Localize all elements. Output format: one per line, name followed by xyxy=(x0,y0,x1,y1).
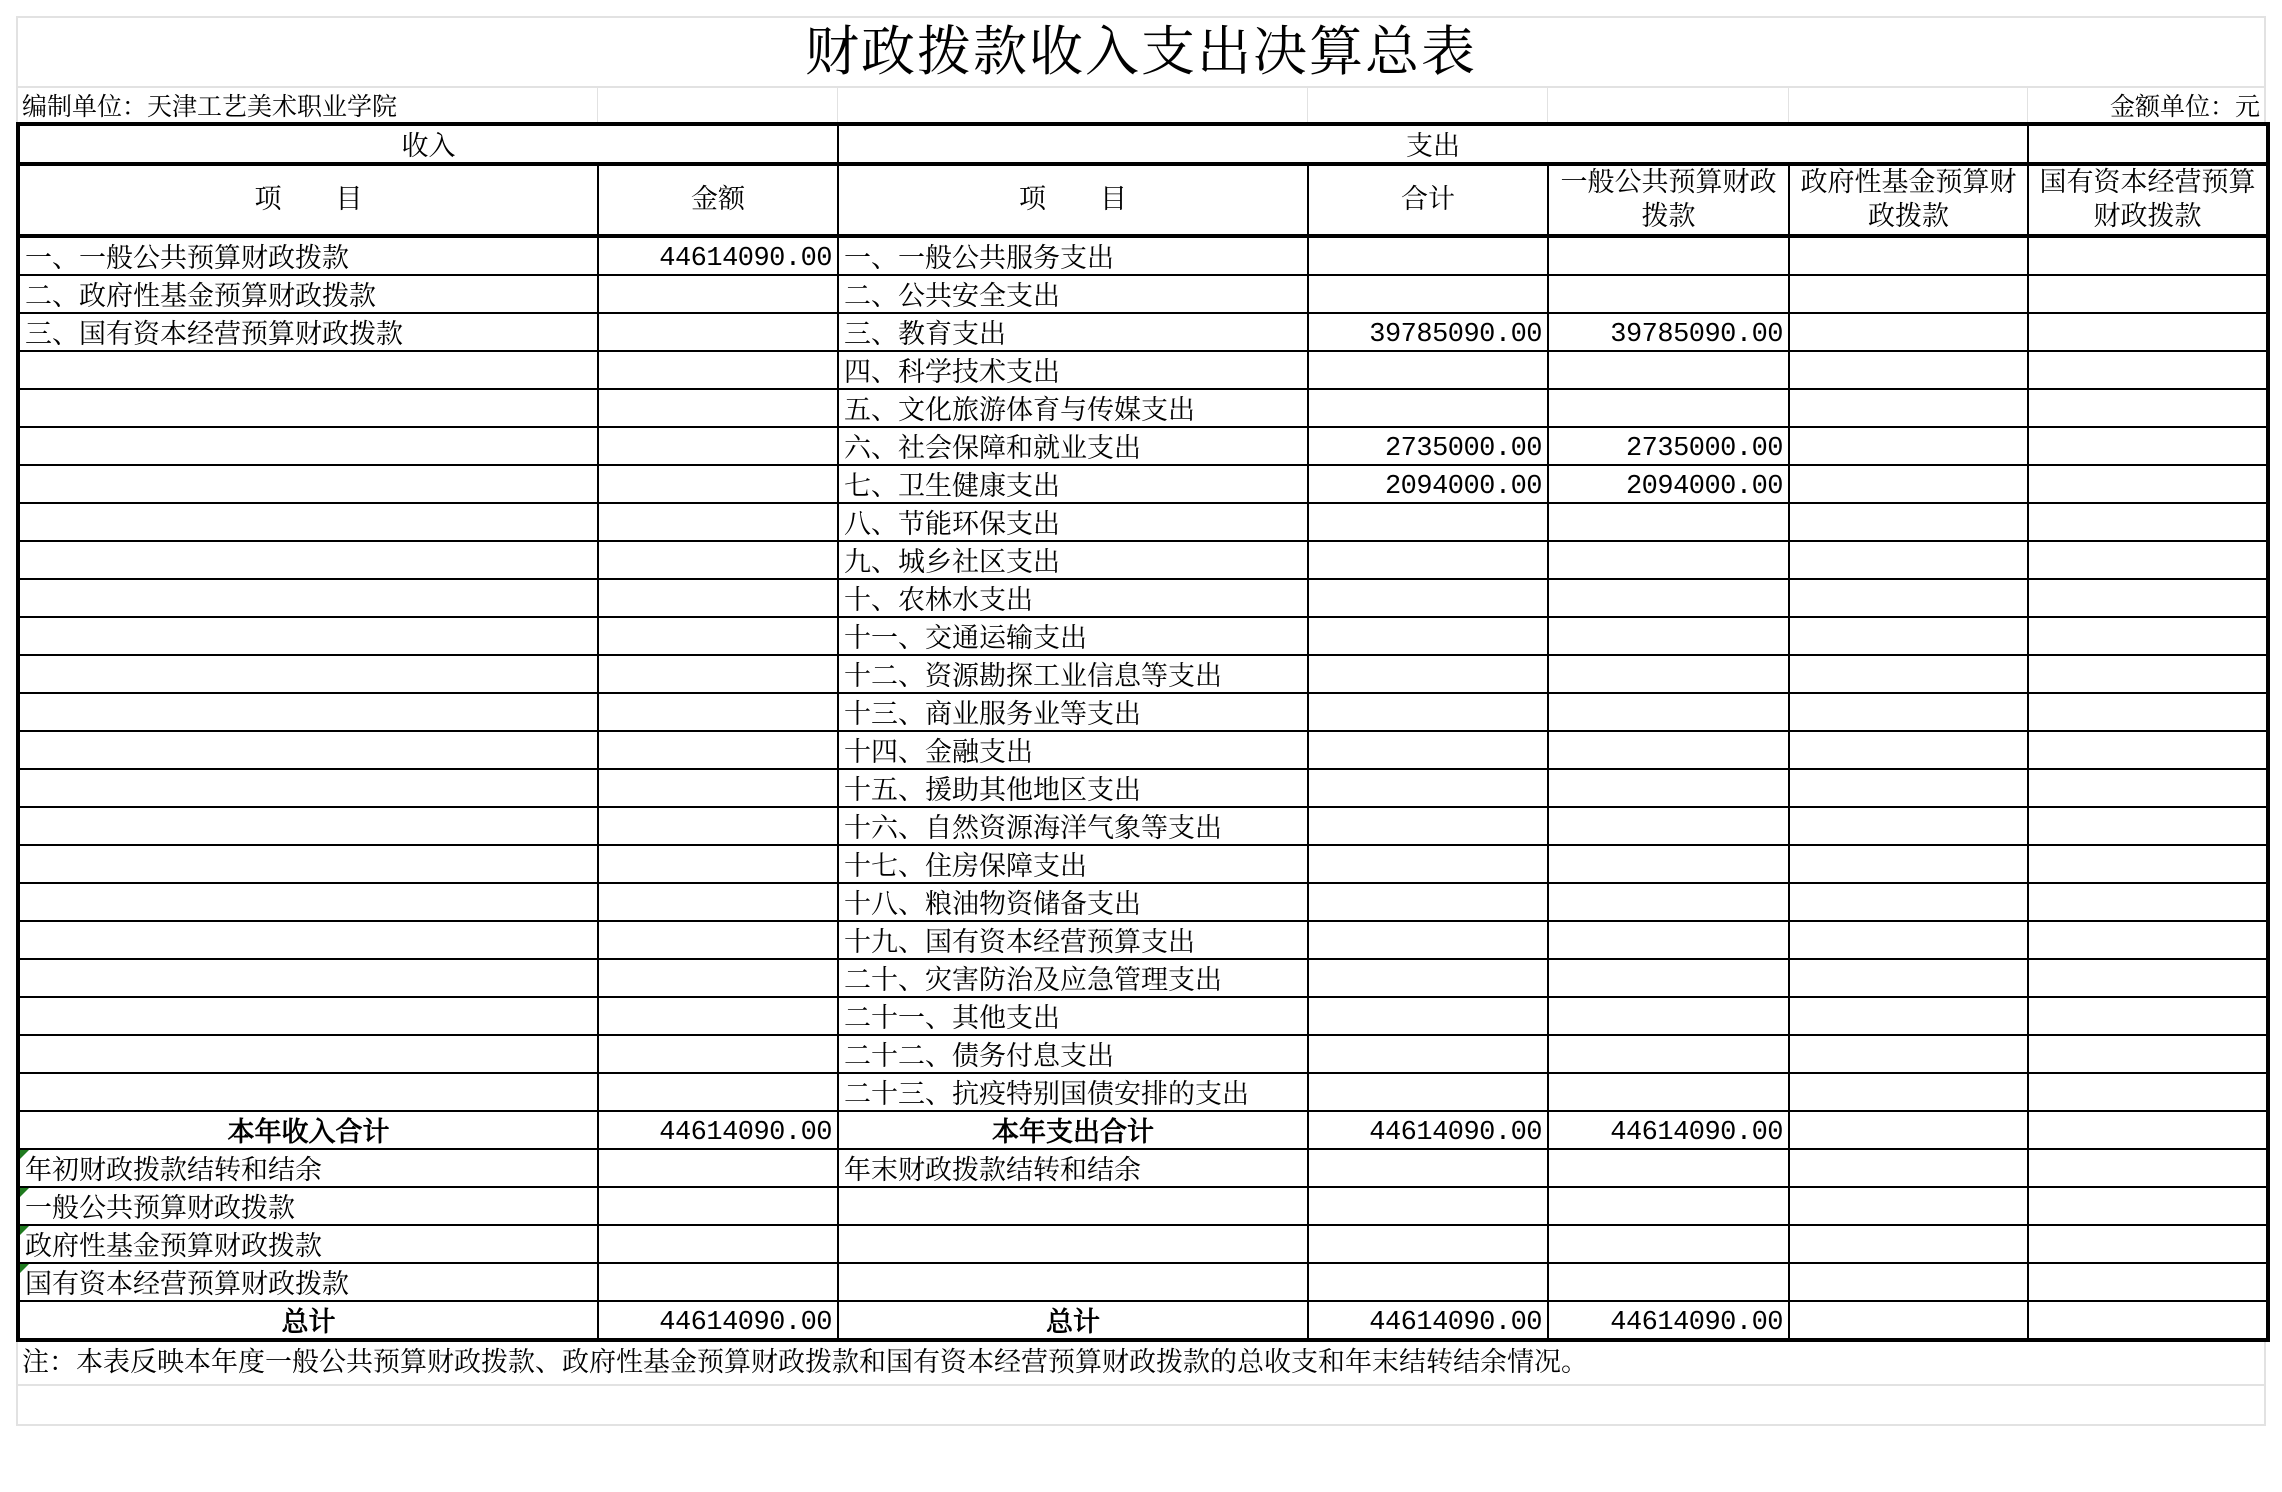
gov-fund-cell[interactable] xyxy=(1789,465,2028,503)
expense-total-cell[interactable] xyxy=(1308,503,1548,541)
income-amount-cell[interactable] xyxy=(598,807,838,845)
gov-fund-cell[interactable] xyxy=(1789,389,2028,427)
grand-total-expense-label[interactable]: 总计 xyxy=(838,1301,1308,1340)
income-item-cell[interactable] xyxy=(18,579,598,617)
income-amount-cell[interactable] xyxy=(598,883,838,921)
gov-fund-cell[interactable] xyxy=(1789,655,2028,693)
gov-fund-cell[interactable] xyxy=(1789,731,2028,769)
table-row xyxy=(18,693,2268,731)
gridline xyxy=(837,88,838,122)
general-budget-cell[interactable] xyxy=(1548,769,1789,807)
carryover-sub-row xyxy=(18,1187,2268,1225)
income-amount-cell[interactable] xyxy=(598,1035,838,1073)
general-budget-cell[interactable] xyxy=(1548,541,1789,579)
expense-item-cell[interactable]: 十、农林水支出 xyxy=(838,579,1308,617)
expense-total-cell[interactable]: 2094000.00 xyxy=(1308,465,1548,503)
general-budget-cell[interactable] xyxy=(1548,236,1789,275)
expense-item-cell[interactable]: 十五、援助其他地区支出 xyxy=(838,769,1308,807)
carryover-sub-label-text: 一般公共预算财政拨款 xyxy=(25,1193,295,1224)
expense-item-cell[interactable]: 五、文化旅游体育与传媒支出 xyxy=(838,389,1308,427)
gov-fund-cell[interactable] xyxy=(1789,427,2028,465)
end-carryover-total[interactable] xyxy=(1308,1149,1548,1187)
gov-fund-cell[interactable] xyxy=(1789,617,2028,655)
table-row xyxy=(18,807,2268,845)
state-capital-cell[interactable] xyxy=(2028,731,2268,769)
income-amount-cell[interactable] xyxy=(598,693,838,731)
expense-item-cell[interactable]: 十七、住房保障支出 xyxy=(838,845,1308,883)
state-capital-cell[interactable] xyxy=(2028,579,2268,617)
state-capital-cell[interactable] xyxy=(2028,807,2268,845)
state-capital-cell[interactable] xyxy=(2028,921,2268,959)
currency-unit-label: 金额单位：元 xyxy=(2109,92,2260,121)
income-item-cell[interactable] xyxy=(18,693,598,731)
expense-total-cell[interactable] xyxy=(1308,731,1548,769)
carryover-sub-row xyxy=(18,1263,2268,1301)
gov-fund-cell[interactable] xyxy=(1789,883,2028,921)
income-item-cell[interactable] xyxy=(18,845,598,883)
expense-group-header[interactable]: 支出 xyxy=(838,124,2028,164)
begin-carryover-label[interactable] xyxy=(18,1149,598,1187)
table-row xyxy=(18,845,2268,883)
col-general-budget[interactable]: 一般公共预算财政拨款 xyxy=(1548,164,1789,236)
grand-total-income-label[interactable]: 总计 xyxy=(18,1301,598,1340)
income-amount-cell[interactable] xyxy=(598,959,838,997)
grand-total-capital[interactable] xyxy=(2028,1301,2268,1340)
general-budget-cell[interactable]: 2735000.00 xyxy=(1548,427,1789,465)
expense-total-cell[interactable] xyxy=(1308,807,1548,845)
gov-fund-cell[interactable] xyxy=(1789,845,2028,883)
error-indicator-icon xyxy=(20,1264,29,1273)
expense-item-cell[interactable]: 十六、自然资源海洋气象等支出 xyxy=(838,807,1308,845)
general-budget-cell[interactable] xyxy=(1548,1035,1789,1073)
table-row xyxy=(18,731,2268,769)
empty-cell[interactable] xyxy=(1789,1263,2028,1301)
carryover-sub-label[interactable] xyxy=(18,1225,598,1263)
expense-item-cell[interactable]: 十八、粮油物资储备支出 xyxy=(838,883,1308,921)
table-row xyxy=(18,579,2268,617)
empty-cell[interactable] xyxy=(838,1225,1308,1263)
income-item-cell[interactable] xyxy=(18,503,598,541)
expense-total-amount[interactable]: 44614090.00 xyxy=(1308,1111,1548,1149)
end-carryover-fund[interactable] xyxy=(1789,1149,2028,1187)
col-income-amount[interactable]: 金额 xyxy=(598,164,838,236)
general-budget-cell[interactable] xyxy=(1548,617,1789,655)
general-budget-cell[interactable] xyxy=(1548,351,1789,389)
expense-total-cell[interactable] xyxy=(1308,655,1548,693)
gov-fund-cell[interactable] xyxy=(1789,579,2028,617)
income-item-cell[interactable] xyxy=(18,1035,598,1073)
expense-total-cell[interactable] xyxy=(1308,541,1548,579)
income-item-cell[interactable] xyxy=(18,1073,598,1111)
expense-item-cell[interactable]: 二十、灾害防治及应急管理支出 xyxy=(838,959,1308,997)
carryover-sub-label[interactable] xyxy=(18,1187,598,1225)
carryover-row xyxy=(18,1149,2268,1187)
carryover-sub-amount[interactable] xyxy=(598,1263,838,1301)
gridline xyxy=(2027,88,2028,122)
budget-table xyxy=(16,122,2270,1342)
general-budget-cell[interactable] xyxy=(1548,1073,1789,1111)
col-expense-total[interactable]: 合计 xyxy=(1308,164,1548,236)
grand-total-income-amount[interactable]: 44614090.00 xyxy=(598,1301,838,1340)
state-capital-cell[interactable] xyxy=(2028,693,2268,731)
income-total-amount[interactable]: 44614090.00 xyxy=(598,1111,838,1149)
income-item-cell[interactable] xyxy=(18,731,598,769)
expense-total-cell[interactable] xyxy=(1308,883,1548,921)
gov-fund-cell[interactable] xyxy=(1789,236,2028,275)
end-carryover-general[interactable] xyxy=(1548,1149,1789,1187)
empty-cell[interactable] xyxy=(1789,1225,2028,1263)
general-budget-cell[interactable] xyxy=(1548,883,1789,921)
gov-fund-cell[interactable] xyxy=(1789,693,2028,731)
compiler-label: 编制单位：天津工艺美术职业学院 xyxy=(22,92,398,121)
general-budget-cell[interactable] xyxy=(1548,275,1789,313)
expense-total-cell[interactable] xyxy=(1308,389,1548,427)
state-capital-cell[interactable] xyxy=(2028,351,2268,389)
gov-fund-cell[interactable] xyxy=(1789,1073,2028,1111)
general-budget-total[interactable]: 44614090.00 xyxy=(1548,1111,1789,1149)
empty-header-cell[interactable] xyxy=(2028,124,2268,164)
gov-fund-cell[interactable] xyxy=(1789,313,2028,351)
gridline xyxy=(1307,88,1308,122)
state-capital-cell[interactable] xyxy=(2028,236,2268,275)
general-budget-cell[interactable] xyxy=(1548,731,1789,769)
income-amount-cell[interactable] xyxy=(598,313,838,351)
expense-total-cell[interactable] xyxy=(1308,1035,1548,1073)
state-capital-cell[interactable] xyxy=(2028,845,2268,883)
income-amount-cell[interactable] xyxy=(598,465,838,503)
table-row xyxy=(18,313,2268,351)
income-item-cell[interactable] xyxy=(18,389,598,427)
empty-cell[interactable] xyxy=(1789,1187,2028,1225)
table-row xyxy=(18,769,2268,807)
income-item-cell[interactable] xyxy=(18,959,598,997)
table-row xyxy=(18,1073,2268,1111)
expense-item-cell[interactable]: 二十二、债务付息支出 xyxy=(838,1035,1308,1073)
state-capital-cell[interactable] xyxy=(2028,275,2268,313)
gridline xyxy=(597,88,598,122)
state-capital-cell[interactable] xyxy=(2028,465,2268,503)
carryover-sub-amount[interactable] xyxy=(598,1225,838,1263)
income-amount-cell[interactable] xyxy=(598,655,838,693)
table-row xyxy=(18,997,2268,1035)
income-amount-cell[interactable] xyxy=(598,769,838,807)
general-budget-cell[interactable] xyxy=(1548,579,1789,617)
table-row xyxy=(18,389,2268,427)
expense-item-cell[interactable]: 七、卫生健康支出 xyxy=(838,465,1308,503)
income-item-cell[interactable] xyxy=(18,921,598,959)
expense-item-cell[interactable]: 十九、国有资本经营预算支出 xyxy=(838,921,1308,959)
expense-total-cell[interactable] xyxy=(1308,997,1548,1035)
state-capital-cell[interactable] xyxy=(2028,503,2268,541)
income-amount-cell[interactable] xyxy=(598,427,838,465)
empty-cell[interactable] xyxy=(2028,1187,2268,1225)
empty-cell[interactable] xyxy=(1308,1187,1548,1225)
expense-total-cell[interactable] xyxy=(1308,845,1548,883)
income-item-cell[interactable] xyxy=(18,883,598,921)
income-item-cell[interactable] xyxy=(18,807,598,845)
expense-item-cell[interactable]: 十三、商业服务业等支出 xyxy=(838,693,1308,731)
income-amount-cell[interactable] xyxy=(598,731,838,769)
error-indicator-icon xyxy=(20,1150,29,1159)
income-amount-cell[interactable] xyxy=(598,845,838,883)
expense-total-cell[interactable] xyxy=(1308,275,1548,313)
expense-item-cell[interactable]: 一、一般公共服务支出 xyxy=(838,236,1308,275)
expense-item-cell[interactable]: 六、社会保障和就业支出 xyxy=(838,427,1308,465)
table-row xyxy=(18,959,2268,997)
expense-total-cell[interactable]: 2735000.00 xyxy=(1308,427,1548,465)
expense-item-cell[interactable]: 八、节能环保支出 xyxy=(838,503,1308,541)
expense-item-cell[interactable]: 三、教育支出 xyxy=(838,313,1308,351)
general-budget-cell[interactable] xyxy=(1548,389,1789,427)
expense-item-cell[interactable]: 二十一、其他支出 xyxy=(838,997,1308,1035)
income-item-cell[interactable] xyxy=(18,617,598,655)
income-item-cell[interactable] xyxy=(18,427,598,465)
income-item-cell[interactable] xyxy=(18,465,598,503)
gov-fund-cell[interactable] xyxy=(1789,1035,2028,1073)
gridline xyxy=(1547,88,1548,122)
income-item-cell[interactable]: 一、一般公共预算财政拨款 xyxy=(18,236,598,275)
state-capital-cell[interactable] xyxy=(2028,1035,2268,1073)
carryover-sub-label-text: 国有资本经营预算财政拨款 xyxy=(25,1269,349,1300)
col-state-capital[interactable]: 国有资本经营预算财政拨款 xyxy=(2028,164,2268,236)
income-item-cell[interactable]: 二、政府性基金预算财政拨款 xyxy=(18,275,598,313)
expense-total-label[interactable]: 本年支出合计 xyxy=(838,1111,1308,1149)
expense-total-cell[interactable]: 39785090.00 xyxy=(1308,313,1548,351)
end-carryover-label[interactable]: 年末财政拨款结转和结余 xyxy=(838,1149,1308,1187)
general-budget-cell[interactable]: 2094000.00 xyxy=(1548,465,1789,503)
expense-total-cell[interactable] xyxy=(1308,236,1548,275)
spreadsheet xyxy=(16,16,2266,1426)
income-group-header[interactable]: 收入 xyxy=(18,124,838,164)
col-gov-fund[interactable]: 政府性基金预算财政拨款 xyxy=(1789,164,2028,236)
general-budget-cell[interactable] xyxy=(1548,959,1789,997)
table-row xyxy=(18,427,2268,465)
expense-item-cell[interactable]: 十四、金融支出 xyxy=(838,731,1308,769)
income-amount-cell[interactable] xyxy=(598,351,838,389)
table-row xyxy=(18,275,2268,313)
title-cell[interactable] xyxy=(16,16,2266,88)
column-header-row xyxy=(18,164,2268,236)
carryover-sub-label-text: 政府性基金预算财政拨款 xyxy=(25,1231,322,1262)
empty-cell[interactable] xyxy=(838,1263,1308,1301)
expense-item-cell[interactable]: 四、科学技术支出 xyxy=(838,351,1308,389)
income-amount-cell[interactable] xyxy=(598,389,838,427)
income-total-label[interactable]: 本年收入合计 xyxy=(18,1111,598,1149)
gov-fund-cell[interactable] xyxy=(1789,769,2028,807)
empty-cell[interactable] xyxy=(1548,1263,1789,1301)
expense-total-cell[interactable] xyxy=(1308,617,1548,655)
empty-cell[interactable] xyxy=(838,1187,1308,1225)
begin-carryover-amount[interactable] xyxy=(598,1149,838,1187)
empty-cell[interactable] xyxy=(1308,1263,1548,1301)
gridline xyxy=(1788,88,1789,122)
state-capital-cell[interactable] xyxy=(2028,389,2268,427)
expense-item-cell[interactable]: 二、公共安全支出 xyxy=(838,275,1308,313)
general-budget-cell[interactable] xyxy=(1548,693,1789,731)
error-indicator-icon xyxy=(20,1226,29,1235)
col-income-item[interactable]: 项 目 xyxy=(18,164,598,236)
table-row xyxy=(18,921,2268,959)
col-expense-item[interactable]: 项 目 xyxy=(838,164,1308,236)
general-budget-cell[interactable] xyxy=(1548,921,1789,959)
general-budget-cell[interactable]: 39785090.00 xyxy=(1548,313,1789,351)
grand-total-general[interactable]: 44614090.00 xyxy=(1548,1301,1789,1340)
income-amount-cell[interactable] xyxy=(598,541,838,579)
state-capital-cell[interactable] xyxy=(2028,997,2268,1035)
state-capital-total[interactable] xyxy=(2028,1111,2268,1149)
state-capital-cell[interactable] xyxy=(2028,655,2268,693)
table-row xyxy=(18,236,2268,275)
expense-item-cell[interactable]: 二十三、抗疫特别国债安排的支出 xyxy=(838,1073,1308,1111)
table-row xyxy=(18,503,2268,541)
unit-row xyxy=(16,88,2266,122)
footnote[interactable]: 注：本表反映本年度一般公共预算财政拨款、政府性基金预算财政拨款和国有资本经营预算财政拨款的总收支和年末结转结余情况。 xyxy=(16,1342,2266,1386)
expense-total-cell[interactable] xyxy=(1308,579,1548,617)
table-row xyxy=(18,541,2268,579)
expense-total-cell[interactable] xyxy=(1308,351,1548,389)
general-budget-cell[interactable] xyxy=(1548,503,1789,541)
gov-fund-cell[interactable] xyxy=(1789,503,2028,541)
carryover-sub-label[interactable] xyxy=(18,1263,598,1301)
expense-total-cell[interactable] xyxy=(1308,1073,1548,1111)
begin-carryover-label-text: 年初财政拨款结转和结余 xyxy=(25,1155,322,1186)
state-capital-cell[interactable] xyxy=(2028,617,2268,655)
income-amount-cell[interactable] xyxy=(598,275,838,313)
empty-cell[interactable] xyxy=(1308,1225,1548,1263)
table-row xyxy=(18,883,2268,921)
income-amount-cell[interactable] xyxy=(598,997,838,1035)
group-header-row xyxy=(18,124,2268,164)
state-capital-cell[interactable] xyxy=(2028,883,2268,921)
empty-cell[interactable] xyxy=(2028,1225,2268,1263)
state-capital-cell[interactable] xyxy=(2028,541,2268,579)
table-row xyxy=(18,655,2268,693)
blank-row[interactable] xyxy=(16,1386,2266,1426)
empty-cell[interactable] xyxy=(1548,1187,1789,1225)
grand-total-expense-amount[interactable]: 44614090.00 xyxy=(1308,1301,1548,1340)
income-amount-cell[interactable] xyxy=(598,1073,838,1111)
expense-total-cell[interactable] xyxy=(1308,959,1548,997)
expense-total-cell[interactable] xyxy=(1308,693,1548,731)
general-budget-cell[interactable] xyxy=(1548,655,1789,693)
income-item-cell[interactable] xyxy=(18,997,598,1035)
state-capital-cell[interactable] xyxy=(2028,313,2268,351)
income-amount-cell[interactable] xyxy=(598,617,838,655)
gov-fund-cell[interactable] xyxy=(1789,997,2028,1035)
gov-fund-cell[interactable] xyxy=(1789,807,2028,845)
table-row xyxy=(18,617,2268,655)
empty-cell[interactable] xyxy=(1548,1225,1789,1263)
income-amount-cell[interactable] xyxy=(598,921,838,959)
income-item-cell[interactable] xyxy=(18,541,598,579)
general-budget-cell[interactable] xyxy=(1548,845,1789,883)
income-amount-cell[interactable]: 44614090.00 xyxy=(598,236,838,275)
state-capital-cell[interactable] xyxy=(2028,1073,2268,1111)
income-amount-cell[interactable] xyxy=(598,579,838,617)
end-carryover-capital[interactable] xyxy=(2028,1149,2268,1187)
gov-fund-cell[interactable] xyxy=(1789,921,2028,959)
state-capital-cell[interactable] xyxy=(2028,427,2268,465)
page-title: 财政拨款收入支出决算总表 xyxy=(805,20,1477,83)
gov-fund-total[interactable] xyxy=(1789,1111,2028,1149)
expense-total-cell[interactable] xyxy=(1308,921,1548,959)
general-budget-cell[interactable] xyxy=(1548,807,1789,845)
carryover-sub-row xyxy=(18,1225,2268,1263)
income-item-cell[interactable] xyxy=(18,769,598,807)
table-row xyxy=(18,465,2268,503)
grand-total-row xyxy=(18,1301,2268,1340)
expense-total-cell[interactable] xyxy=(1308,769,1548,807)
empty-cell[interactable] xyxy=(2028,1263,2268,1301)
error-indicator-icon xyxy=(20,1188,29,1197)
state-capital-cell[interactable] xyxy=(2028,959,2268,997)
income-item-cell[interactable] xyxy=(18,655,598,693)
general-budget-cell[interactable] xyxy=(1548,997,1789,1035)
table-row xyxy=(18,1035,2268,1073)
expense-item-cell[interactable]: 九、城乡社区支出 xyxy=(838,541,1308,579)
gov-fund-cell[interactable] xyxy=(1789,541,2028,579)
year-total-row xyxy=(18,1111,2268,1149)
income-item-cell[interactable]: 三、国有资本经营预算财政拨款 xyxy=(18,313,598,351)
gov-fund-cell[interactable] xyxy=(1789,275,2028,313)
table-row xyxy=(18,351,2268,389)
expense-item-cell[interactable]: 十一、交通运输支出 xyxy=(838,617,1308,655)
gov-fund-cell[interactable] xyxy=(1789,959,2028,997)
expense-item-cell[interactable]: 十二、资源勘探工业信息等支出 xyxy=(838,655,1308,693)
carryover-sub-amount[interactable] xyxy=(598,1187,838,1225)
income-item-cell[interactable] xyxy=(18,351,598,389)
state-capital-cell[interactable] xyxy=(2028,769,2268,807)
gov-fund-cell[interactable] xyxy=(1789,351,2028,389)
income-amount-cell[interactable] xyxy=(598,503,838,541)
grand-total-fund[interactable] xyxy=(1789,1301,2028,1340)
